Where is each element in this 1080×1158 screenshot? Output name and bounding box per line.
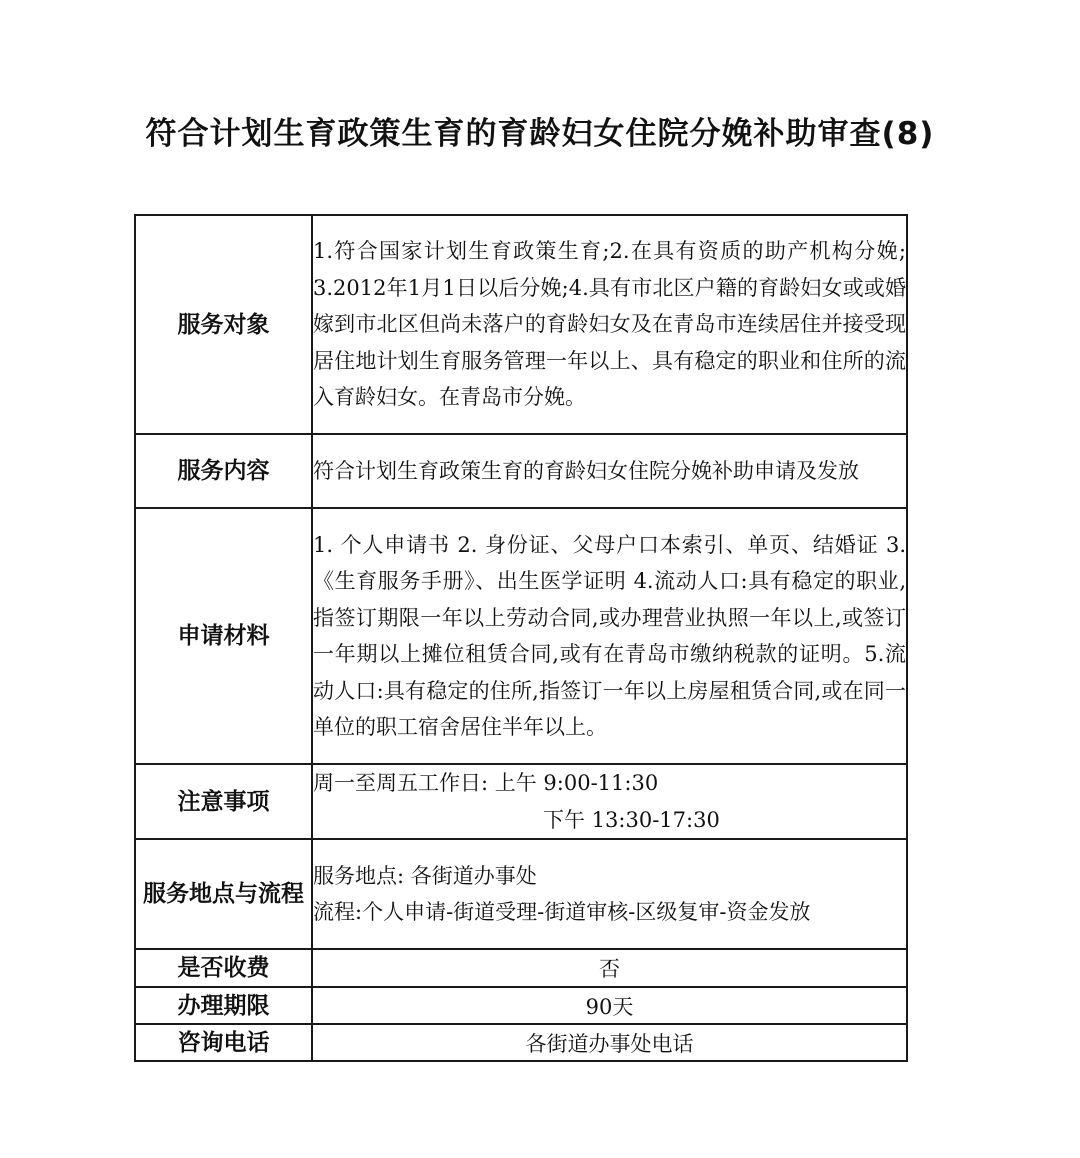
row-label-fee: 是否收费 [135, 949, 312, 987]
service-location: 服务地点: 各街道办事处 [313, 863, 537, 888]
table-row [135, 949, 907, 987]
table-row [135, 987, 907, 1024]
notes-afternoon-hours: 下午 13:30-17:30 [543, 807, 720, 832]
table-row [135, 839, 907, 949]
page-title: 符合计划生育政策生育的育龄妇女住院分娩补助审查(8) [145, 116, 935, 152]
row-label-materials: 申请材料 [135, 508, 312, 764]
table-row [135, 215, 907, 434]
row-value-service-target: 1.符合国家计划生育政策生育;2.在具有资质的助产机构分娩; 3.2012年1月1日以后分娩;4.具有市北区户籍的育龄妇女或或婚嫁到市北区但尚未落户的育龄妇女及在青岛市连续居住并接受现居住地计划生育服务管理一年以上、具有稳定的职业和住所的流入育龄妇女。在青岛市分娩。 [312, 215, 907, 434]
table-row [135, 434, 907, 508]
row-label-time-limit: 办理期限 [135, 987, 312, 1024]
row-label-location-process: 服务地点与流程 [135, 839, 312, 949]
row-value-hotline: 各街道办事处电话 [312, 1024, 907, 1061]
service-info-table [134, 214, 908, 1062]
row-value-location-process [312, 839, 907, 949]
row-value-materials: 1. 个人申请书 2. 身份证、父母户口本索引、单页、结婚证 3. 《生育服务手册》、出生医学证明 4.流动人口:具有稳定的职业,指签订期限一年以上劳动合同,或办理营业执照一年以上,或签订一年期以上摊位租赁合同,或有在青岛市缴纳税款的证明。5.流动人口:具有稳定的住所,指签订一年以上房屋租赁合同,或在同一单位的职工宿舍居住半年以上。 [312, 508, 907, 764]
row-value-notes [312, 764, 907, 839]
row-value-time-limit: 90天 [312, 987, 907, 1024]
table-row [135, 1024, 907, 1061]
service-process: 流程:个人申请-街道受理-街道审核-区级复审-资金发放 [313, 900, 811, 924]
row-value-service-content: 符合计划生育政策生育的育龄妇女住院分娩补助申请及发放 [312, 434, 907, 508]
notes-morning-hours: 周一至周五工作日: 上午 9:00-11:30 [313, 771, 659, 795]
row-value-fee: 否 [312, 949, 907, 987]
table-row [135, 508, 907, 764]
row-label-service-target: 服务对象 [135, 215, 312, 434]
row-label-notes: 注意事项 [135, 764, 312, 839]
row-label-service-content: 服务内容 [135, 434, 312, 508]
row-label-hotline: 咨询电话 [135, 1024, 312, 1061]
table-row [135, 764, 907, 839]
